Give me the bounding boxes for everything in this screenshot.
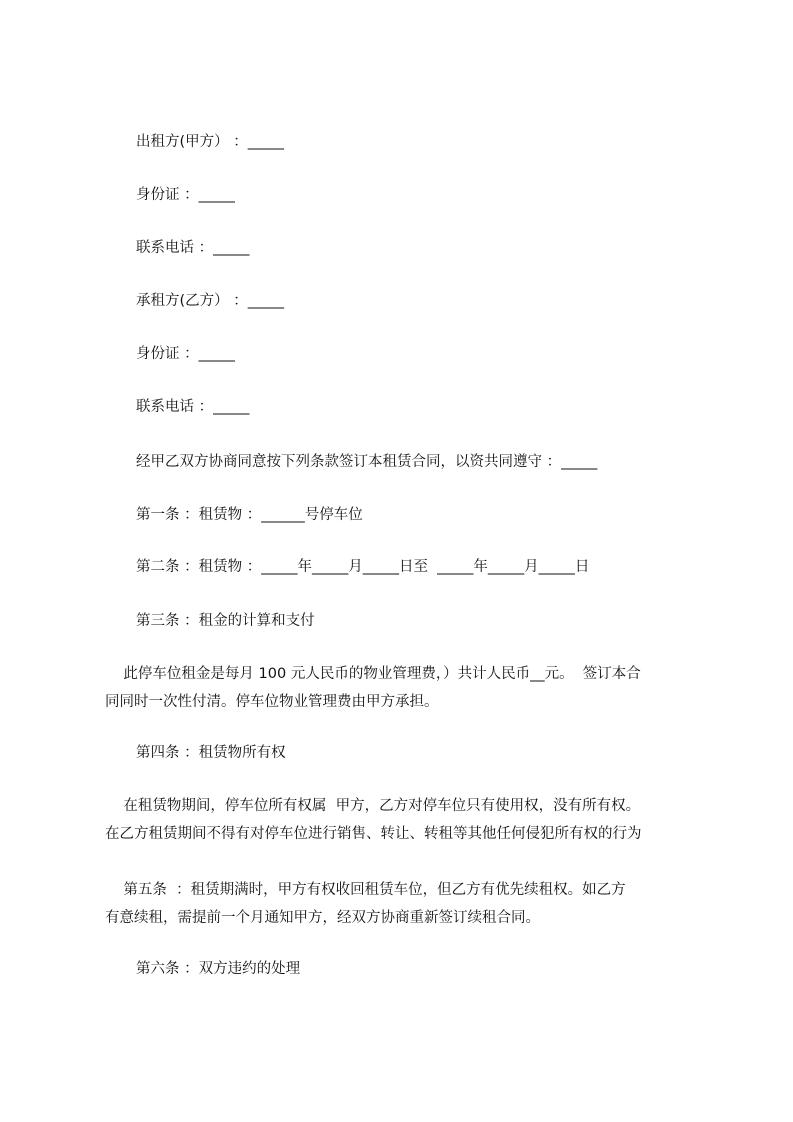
lessee-line: 承租方(乙方） ：_____ — [136, 293, 285, 309]
ownership-paragraph — [105, 792, 705, 848]
lessor-phone-line: 联系电话 ：_____ — [136, 240, 250, 256]
lessor-id-line: 身份证 ：_____ — [136, 187, 235, 203]
article-6-title: 第六条 ：双方违约的处理 — [136, 961, 301, 977]
rent-paragraph-line: 此停车位租金是每月 100 元人民币的物业管理费，）共计人民币__元。 签订本合 — [105, 666, 641, 682]
ownership-paragraph-line: 在租赁物期间，停车位所有权属 甲方，乙方对停车位只有使用权，没有所有权。 — [105, 798, 641, 814]
lessor-line: 出租方(甲方） ：_____ — [136, 134, 285, 150]
article-5-paragraph-line: 有意续租，需提前一个月通知甲方，经双方协商重新签订续租合同。 — [105, 910, 540, 926]
rent-paragraph-line: 同同时一次性付清。停车位物业管理费由甲方承担。 — [105, 694, 439, 710]
article-1: 第一条 ：租赁物 ：______号停车位 — [136, 507, 363, 523]
lessee-phone-line: 联系电话 ：_____ — [136, 399, 250, 415]
article-5-paragraph-line: 第五条 ：租赁期满时，甲方有权收回租赁车位，但乙方有优先续租权。如乙方 — [105, 882, 626, 898]
lessee-id-line: 身份证 ：_____ — [136, 346, 235, 362]
ownership-paragraph-line: 在乙方租赁期间不得有对停车位进行销售、转让、转租等其他任何侵犯所有权的行为 — [105, 826, 642, 842]
agreement-intro: 经甲乙双方协商同意按下列条款签订本租赁合同，以资共同遵守 ：_____ — [136, 454, 598, 470]
article-3-title: 第三条 ：租金的计算和支付 — [136, 613, 315, 629]
article-5-paragraph — [105, 876, 705, 932]
article-4-title: 第四条 ：租赁物所有权 — [136, 745, 286, 761]
article-2: 第二条 ：租赁物 ：_____年_____月_____日至 _____年_____月_____日 — [136, 559, 590, 575]
rent-paragraph — [105, 660, 705, 716]
